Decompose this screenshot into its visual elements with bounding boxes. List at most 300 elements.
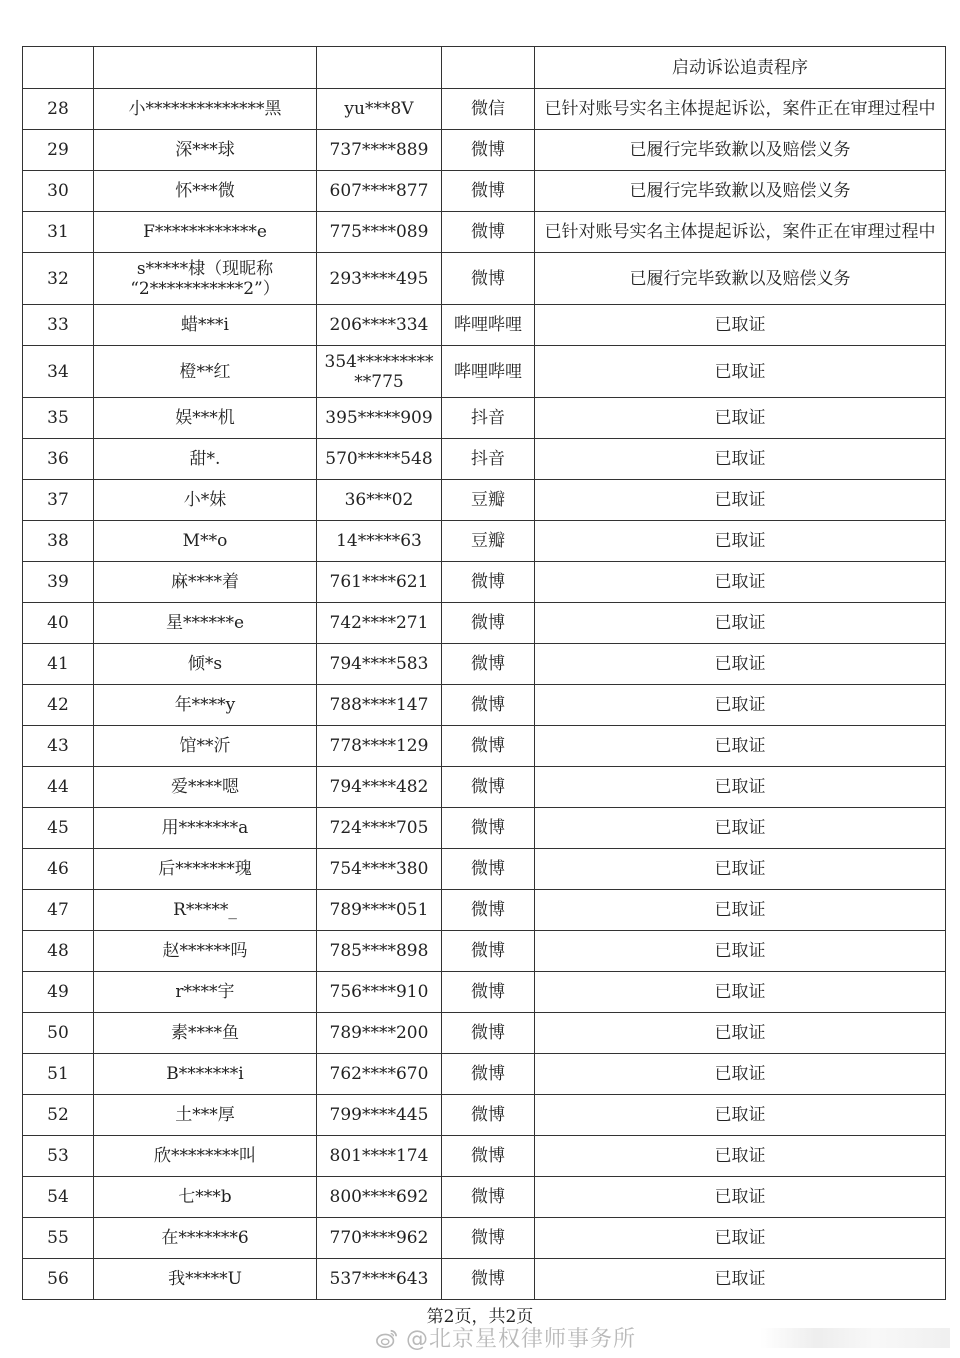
cell-no-text: 50 [47, 1023, 69, 1043]
cell-no [23, 972, 94, 1013]
infringement-table [22, 46, 946, 1300]
cell-status [535, 1259, 946, 1300]
cell-id-text: 789****051 [329, 900, 429, 920]
cell-nick [94, 1054, 317, 1095]
cell-status [535, 1013, 946, 1054]
cell-id [317, 1013, 442, 1054]
cell-nick-text: 赵******吗 [162, 941, 248, 961]
cell-nick-text: R*****_ [173, 900, 237, 920]
cell-nick [94, 685, 317, 726]
cell-id-text: 607****877 [329, 181, 429, 201]
cell-id [317, 346, 442, 398]
cell-nick-text: 欣********叫 [154, 1146, 256, 1166]
cell-no [23, 171, 94, 212]
cell-no-text: 45 [47, 818, 69, 838]
cell-nick-text: 麻****着 [171, 572, 239, 592]
cell-no-text: 31 [47, 222, 69, 242]
table-row [23, 685, 946, 726]
cell-status-text: 已取证 [714, 777, 766, 797]
cell-id-text: 14*****63 [336, 531, 422, 551]
cell-platform [442, 439, 535, 480]
cell-nick-text: 星******e [165, 613, 245, 633]
cell-nick-text: 怀***微 [175, 181, 235, 201]
cell-id [317, 1136, 442, 1177]
cell-status [535, 439, 946, 480]
cell-nick-text: 土***厚 [175, 1105, 235, 1125]
cell-id-text: 395*****909 [325, 408, 433, 428]
cell-id-text: 724****705 [329, 818, 429, 838]
cell-nick-text: 我*****U [168, 1269, 242, 1289]
table-row [23, 972, 946, 1013]
cell-nick [94, 1218, 317, 1259]
cell-status [535, 1054, 946, 1095]
cell-nick-text: 倾*s [187, 654, 223, 674]
cell-nick [94, 1177, 317, 1218]
cell-status-text: 已针对账号实名主体提起诉讼，案件正在审理过程中 [544, 222, 936, 242]
cell-nick [94, 47, 317, 89]
table-row [23, 346, 946, 398]
cell-platform [442, 603, 535, 644]
cell-platform [442, 480, 535, 521]
cell-id-text: 775****089 [329, 222, 429, 242]
cell-no-text: 55 [47, 1228, 69, 1248]
cell-no [23, 890, 94, 931]
cell-status [535, 603, 946, 644]
cell-id-text: 293****495 [329, 268, 429, 289]
cell-status [535, 849, 946, 890]
cell-status-text: 已取证 [714, 1023, 766, 1043]
cell-no-text: 43 [47, 736, 69, 756]
cell-nick-text: M**o [182, 531, 228, 551]
cell-no [23, 47, 94, 89]
table-row [23, 1259, 946, 1300]
cell-no-text: 29 [47, 140, 69, 160]
cell-status-text: 已取证 [714, 941, 766, 961]
cell-id [317, 931, 442, 972]
cell-no-text: 47 [47, 900, 69, 920]
cell-nick [94, 1095, 317, 1136]
cell-nick [94, 305, 317, 346]
cell-nick [94, 808, 317, 849]
table-row [23, 439, 946, 480]
cell-no-text: 34 [47, 361, 69, 382]
cell-status-text: 已取证 [714, 900, 766, 920]
cell-no [23, 685, 94, 726]
cell-no [23, 1218, 94, 1259]
cell-id [317, 398, 442, 439]
cell-no-text: 35 [47, 408, 69, 428]
cell-no [23, 212, 94, 253]
cell-status-text: 已履行完毕致歉以及赔偿义务 [629, 181, 851, 201]
cell-status [535, 972, 946, 1013]
cell-status [535, 398, 946, 439]
cell-no [23, 305, 94, 346]
cell-nick-text: “2***********2”） [130, 278, 280, 299]
blurred-strip [760, 1328, 950, 1348]
table-row [23, 171, 946, 212]
cell-nick [94, 89, 317, 130]
cell-platform-text: 微博 [471, 1187, 505, 1207]
cell-id-text: 794****482 [329, 777, 429, 797]
cell-platform-text: 微博 [471, 613, 505, 633]
cell-id [317, 767, 442, 808]
cell-no-text: 46 [47, 859, 69, 879]
table-row [23, 480, 946, 521]
cell-status-text: 已取证 [714, 859, 766, 879]
cell-status-text: 已取证 [714, 1105, 766, 1125]
table-row-header-continuation [23, 47, 946, 89]
cell-nick [94, 644, 317, 685]
cell-status [535, 808, 946, 849]
cell-status [535, 644, 946, 685]
cell-status-text: 已取证 [714, 361, 766, 382]
table-row [23, 849, 946, 890]
cell-no-text: 52 [47, 1105, 69, 1125]
cell-platform [442, 644, 535, 685]
cell-status [535, 212, 946, 253]
cell-no [23, 562, 94, 603]
table-row [23, 1095, 946, 1136]
cell-status [535, 931, 946, 972]
cell-no-text: 54 [47, 1187, 69, 1207]
table-row [23, 603, 946, 644]
cell-id-text: 799****445 [329, 1105, 429, 1125]
cell-nick [94, 972, 317, 1013]
cell-platform [442, 726, 535, 767]
cell-status [535, 253, 946, 305]
cell-status-text: 已履行完毕致歉以及赔偿义务 [629, 268, 851, 289]
cell-platform [442, 89, 535, 130]
cell-status-text: 已针对账号实名主体提起诉讼，案件正在审理过程中 [544, 99, 936, 119]
cell-status [535, 346, 946, 398]
cell-no [23, 439, 94, 480]
cell-id-text: 742****271 [329, 613, 429, 633]
cell-id-text: 785****898 [329, 941, 429, 961]
cell-platform [442, 212, 535, 253]
cell-nick-text: 蜡***i [181, 315, 229, 335]
cell-id [317, 1177, 442, 1218]
cell-nick [94, 890, 317, 931]
cell-platform-text: 微博 [471, 695, 505, 715]
cell-no-text: 39 [47, 572, 69, 592]
table-row [23, 1218, 946, 1259]
cell-id-text: 778****129 [329, 736, 429, 756]
cell-no [23, 1259, 94, 1300]
cell-status-text: 已取证 [714, 315, 766, 335]
cell-platform [442, 849, 535, 890]
cell-platform [442, 521, 535, 562]
cell-id-text: 537****643 [329, 1269, 429, 1289]
cell-platform [442, 1136, 535, 1177]
cell-id [317, 1259, 442, 1300]
cell-status-text: 已取证 [714, 982, 766, 1002]
cell-nick [94, 521, 317, 562]
cell-platform [442, 890, 535, 931]
cell-nick [94, 439, 317, 480]
cell-id-text: **775 [354, 371, 404, 392]
cell-status [535, 305, 946, 346]
cell-no [23, 849, 94, 890]
cell-platform [442, 562, 535, 603]
watermark-text: @北京星权律师事务所 [406, 1327, 637, 1352]
weibo-icon [376, 1328, 398, 1350]
cell-nick [94, 1013, 317, 1054]
cell-status [535, 1136, 946, 1177]
table-row [23, 808, 946, 849]
table-row [23, 1054, 946, 1095]
cell-nick [94, 562, 317, 603]
cell-no-text: 48 [47, 941, 69, 961]
cell-nick-text: 橙**红 [179, 361, 231, 382]
cell-nick [94, 212, 317, 253]
cell-no-text: 41 [47, 654, 69, 674]
cell-id-text: yu***8V [344, 99, 414, 119]
cell-id [317, 1095, 442, 1136]
cell-id [317, 603, 442, 644]
cell-id [317, 212, 442, 253]
cell-nick-text: F************e [143, 222, 267, 242]
table-row [23, 1136, 946, 1177]
cell-id [317, 972, 442, 1013]
cell-platform-text: 微信 [471, 99, 505, 119]
table-row [23, 1013, 946, 1054]
cell-no [23, 130, 94, 171]
cell-no-text: 49 [47, 982, 69, 1002]
cell-nick [94, 767, 317, 808]
cell-no-text: 44 [47, 777, 69, 797]
cell-nick [94, 603, 317, 644]
cell-platform [442, 1218, 535, 1259]
cell-nick-text: 甜*. [189, 449, 221, 469]
cell-platform-text: 微博 [471, 1064, 505, 1084]
cell-no [23, 808, 94, 849]
cell-nick-text: 小*妹 [183, 490, 227, 510]
table-row [23, 253, 946, 305]
page-footer: 第2页，共2页 [426, 1307, 534, 1327]
cell-no-text: 53 [47, 1146, 69, 1166]
cell-nick [94, 480, 317, 521]
cell-platform [442, 1095, 535, 1136]
cell-platform [442, 931, 535, 972]
cell-id-text: 800****692 [329, 1187, 429, 1207]
cell-no [23, 1054, 94, 1095]
cell-platform-text: 微博 [471, 1146, 505, 1166]
cell-status-text: 已履行完毕致歉以及赔偿义务 [629, 140, 851, 160]
cell-id-text: 754****380 [329, 859, 429, 879]
cell-id [317, 685, 442, 726]
cell-id [317, 480, 442, 521]
cell-platform [442, 1054, 535, 1095]
cell-id [317, 89, 442, 130]
cell-status-text: 已取证 [714, 1187, 766, 1207]
cell-no [23, 767, 94, 808]
cell-no [23, 603, 94, 644]
cell-platform-text: 微博 [471, 222, 505, 242]
cell-nick-text: 深***球 [175, 140, 235, 160]
cell-nick [94, 171, 317, 212]
table-row [23, 212, 946, 253]
cell-platform-text: 微博 [471, 859, 505, 879]
table-row [23, 767, 946, 808]
cell-status-text: 已取证 [714, 490, 766, 510]
cell-id [317, 253, 442, 305]
cell-id [317, 644, 442, 685]
cell-status [535, 890, 946, 931]
cell-status-text: 已取证 [714, 1269, 766, 1289]
cell-platform [442, 47, 535, 89]
table-row [23, 305, 946, 346]
cell-id-text: 788****147 [329, 695, 429, 715]
cell-platform-text: 微博 [471, 777, 505, 797]
cell-nick-text: 后*******瑰 [158, 859, 252, 879]
cell-platform [442, 1177, 535, 1218]
cell-status [535, 1095, 946, 1136]
cell-platform-text: 微博 [471, 572, 505, 592]
cell-nick [94, 931, 317, 972]
cell-status [535, 1218, 946, 1259]
cell-nick-text: 七***b [178, 1187, 232, 1207]
cell-no [23, 480, 94, 521]
cell-platform-text: 哔哩哔哩 [454, 315, 522, 335]
cell-id [317, 849, 442, 890]
cell-nick-text: 娱***机 [175, 408, 235, 428]
cell-platform [442, 1013, 535, 1054]
cell-id [317, 1218, 442, 1259]
cell-status [535, 130, 946, 171]
cell-platform [442, 171, 535, 212]
cell-no-text: 42 [47, 695, 69, 715]
cell-platform-text: 微博 [471, 982, 505, 1002]
table-row [23, 130, 946, 171]
cell-status [535, 1177, 946, 1218]
cell-status [535, 480, 946, 521]
cell-nick-text: 小**************黑 [128, 99, 282, 119]
cell-platform [442, 972, 535, 1013]
cell-status [535, 89, 946, 130]
cell-id [317, 130, 442, 171]
cell-nick [94, 726, 317, 767]
cell-id-text: 206****334 [329, 315, 429, 335]
cell-no [23, 726, 94, 767]
cell-no [23, 1136, 94, 1177]
table-row [23, 521, 946, 562]
cell-platform [442, 130, 535, 171]
cell-no-text: 33 [47, 315, 69, 335]
cell-status [535, 767, 946, 808]
cell-status [535, 726, 946, 767]
cell-status [535, 685, 946, 726]
cell-platform [442, 1259, 535, 1300]
cell-status-text: 已取证 [714, 408, 766, 428]
cell-id [317, 171, 442, 212]
cell-nick [94, 849, 317, 890]
table-row [23, 890, 946, 931]
cell-id-text: 794****583 [329, 654, 429, 674]
cell-platform-text: 微博 [471, 181, 505, 201]
cell-id [317, 439, 442, 480]
cell-platform-text: 微博 [471, 736, 505, 756]
cell-platform-text: 微博 [471, 941, 505, 961]
cell-platform-text: 豆瓣 [471, 531, 505, 551]
table-row [23, 644, 946, 685]
cell-no [23, 346, 94, 398]
cell-id-text: 36***02 [344, 490, 414, 510]
cell-no-text: 51 [47, 1064, 69, 1084]
cell-status-text: 已取证 [714, 613, 766, 633]
cell-id-text: 570*****548 [325, 449, 433, 469]
cell-id [317, 726, 442, 767]
cell-status-text: 已取证 [714, 531, 766, 551]
cell-no-text: 32 [47, 268, 69, 289]
cell-no [23, 1013, 94, 1054]
cell-platform-text: 抖音 [471, 449, 505, 469]
cell-nick-text: s*****棣（现昵称 [136, 258, 274, 279]
cell-status-text: 已取证 [714, 449, 766, 469]
table-row [23, 398, 946, 439]
cell-no-text: 56 [47, 1269, 69, 1289]
cell-platform-text: 抖音 [471, 408, 505, 428]
cell-platform-text: 微博 [471, 654, 505, 674]
cell-status-text: 已取证 [714, 1064, 766, 1084]
cell-platform [442, 685, 535, 726]
table-row [23, 931, 946, 972]
table-row [23, 726, 946, 767]
cell-nick [94, 398, 317, 439]
cell-nick-text: r****宇 [175, 982, 235, 1002]
cell-no [23, 931, 94, 972]
cell-platform-text: 微博 [471, 1228, 505, 1248]
cell-nick-text: B*******i [166, 1064, 244, 1084]
cell-no-text: 37 [47, 490, 69, 510]
cell-platform-text: 哔哩哔哩 [454, 361, 522, 382]
cell-platform [442, 305, 535, 346]
cell-no [23, 398, 94, 439]
cell-no [23, 253, 94, 305]
table-row [23, 562, 946, 603]
cell-platform [442, 808, 535, 849]
cell-status [535, 521, 946, 562]
cell-nick [94, 346, 317, 398]
cell-platform [442, 398, 535, 439]
cell-nick [94, 130, 317, 171]
cell-platform [442, 253, 535, 305]
cell-no-text: 38 [47, 531, 69, 551]
cell-no [23, 89, 94, 130]
cell-status-text: 已取证 [714, 1146, 766, 1166]
cell-nick [94, 1259, 317, 1300]
cell-nick [94, 1136, 317, 1177]
cell-platform-text: 微博 [471, 1269, 505, 1289]
cell-status-text: 已取证 [714, 695, 766, 715]
cell-id-text: 761****621 [329, 572, 429, 592]
cell-id [317, 890, 442, 931]
cell-no-text: 30 [47, 181, 69, 201]
cell-nick-text: 爱****嗯 [171, 777, 239, 797]
cell-no-text: 28 [47, 99, 69, 119]
cell-no [23, 1095, 94, 1136]
cell-id [317, 562, 442, 603]
table-row [23, 89, 946, 130]
cell-id-text: 789****200 [329, 1023, 429, 1043]
cell-status-text: 已取证 [714, 654, 766, 674]
cell-no-text: 36 [47, 449, 69, 469]
cell-id [317, 305, 442, 346]
cell-id-text: 756****910 [329, 982, 429, 1002]
table-row [23, 1177, 946, 1218]
cell-id-text: 354********* [324, 351, 434, 372]
cell-no [23, 521, 94, 562]
cell-status: 启动诉讼追责程序 [535, 47, 946, 89]
